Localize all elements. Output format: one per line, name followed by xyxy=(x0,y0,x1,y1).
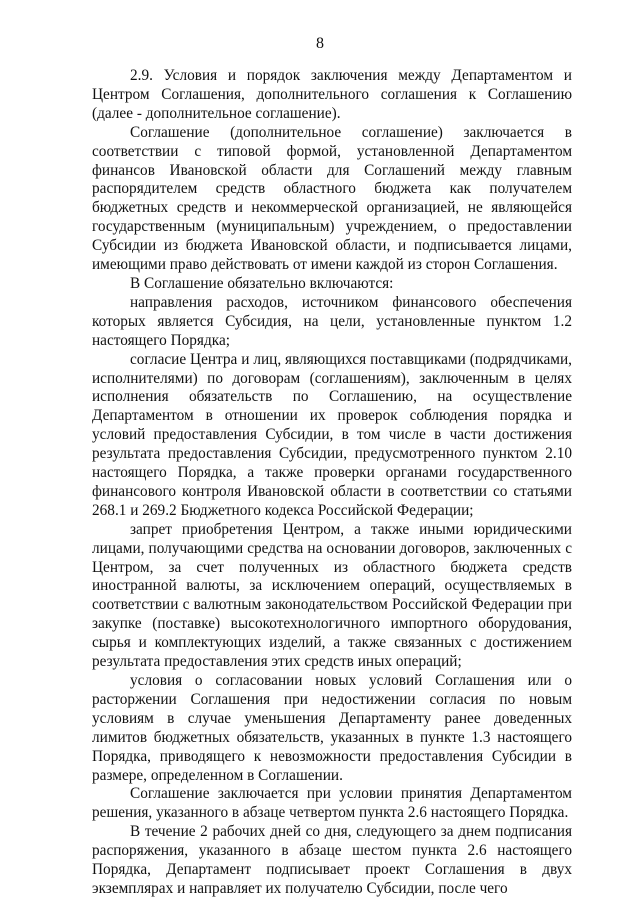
paragraph-currency-ban: запрет приобретения Центром, а также иными юридическими лицами, получающими средства на основании договоров, заключенных с Центром, за счет полученных из областного бюджета средств иностранной валюты, за исключением операций, осуществляемых в соответствии с валютным законодательством Российской Федерации при закупке (поставке) высокотехнологичного импортного оборудования, сырья и комплектующих изделий, а также связанных с достижением результата предоставления этих средств иных операций; xyxy=(92,520,572,671)
document-body xyxy=(92,67,572,899)
page-number: 8 xyxy=(316,35,324,52)
paragraph-agreement-form: Соглашение (дополнительное соглашение) заключается в соответствии с типовой формой, установленной Департаментом финансов Ивановской области для Соглашений между главным распорядителем средств областного бюджета как получателем бюджетных средств и некоммерческой организацией, не являющейся государственным (муниципальным) учреждением, о предоставлении Субсидии из бюджета Ивановской области, и подписывается лицами, имеющими право действовать от имени каждой из сторон Соглашения. xyxy=(92,123,572,274)
paragraph-mandatory-intro: В Соглашение обязательно включаются: xyxy=(130,274,394,292)
paragraph-new-conditions: условия о согласовании новых условий Соглашения или о расторжении Соглашения при недостижении согласия по новым условиям в случае уменьшения Департаменту ранее доведенных лимитов бюджетных обязательств, указанных в пункте 1.3 настоящего Порядка, приводящего к невозможности предоставления Субсидии в размере, определенном в Соглашении. xyxy=(92,672,572,784)
paragraph-2-9-heading: 2.9. Условия и порядок заключения между Департаментом и Центром Соглашения, дополнительного соглашения к Соглашению (далее - дополнительное соглашение). xyxy=(92,67,572,122)
paragraph-conclusion-condition: Соглашение заключается при условии принятия Департаментом решения, указанного в абзаце четвертом пункта 2.6 настоящего Порядка. xyxy=(92,785,572,822)
paragraph-signing-deadline: В течение 2 рабочих дней со дня, следующего за днем подписания распоряжения, указанного в абзаце шестом пункта 2.6 настоящего Порядка, Департамент подписывает проект Соглашения в двух экземплярах и направляет их получателю Субсидии, после чего xyxy=(92,823,572,897)
paragraph-consent-inspections: согласие Центра и лиц, являющихся поставщиками (подрядчиками, исполнителями) по договорам (соглашениям), заключенным в целях исполнения обязательств по Соглашению, на осуществление Департаментом в отношении их проверок соблюдения порядка и условий предоставления Субсидии, в том числе в части достижения результата предоставления Субсидии, предусмотренного пунктом 2.10 настоящего Порядка, а также проверки органами государственного финансового контроля Ивановской области в соответствии со статьями 268.1 и 269.2 Бюджетного кодекса Российской Федерации; xyxy=(92,350,572,519)
paragraph-expense-directions: направления расходов, источником финансового обеспечения которых является Субсидия, на цели, установленные пунктом 1.2 настоящего Порядка; xyxy=(92,293,572,349)
